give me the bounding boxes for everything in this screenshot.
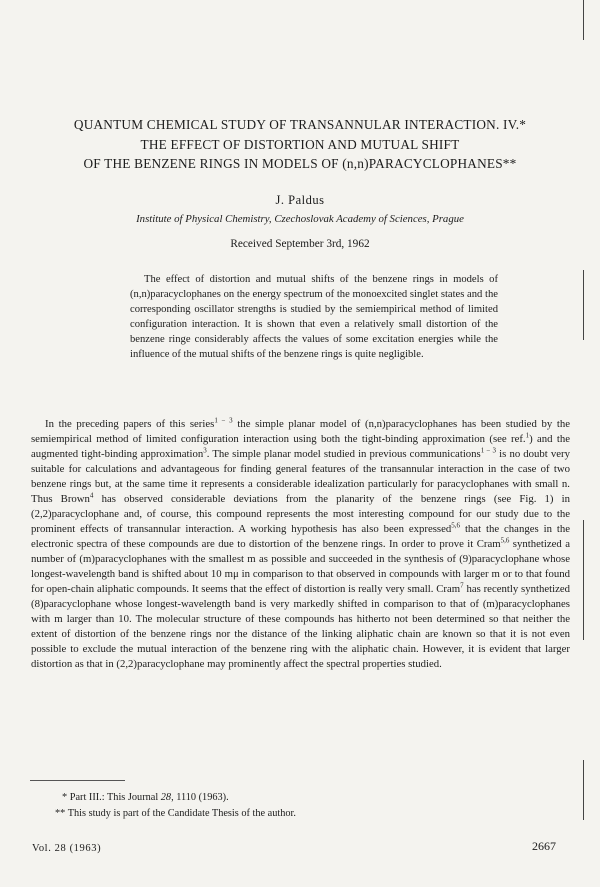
footnote-volume: 28 xyxy=(160,792,172,803)
body-text-segment: . The simple planar model studied in previous communications xyxy=(206,448,481,460)
abstract: The effect of distortion and mutual shifts of the benzene rings in models of (n,n)paracyclophanes on the energy spectrum of the monoexcited singlet states and the corresponding oscillator strengths is studied by the semiempirical method of limited configuration interaction. It is shown that even a relatively small distortion of the benzene ringe considerably affects the values of some excitation energies while the influence of the mutual shifts of the benzene rings is quite negligible. xyxy=(130,274,498,360)
footnote-text: , 1110 (1963). xyxy=(171,792,229,803)
body-text-segment: has recently synthetized (8)paracyclophane whose longest-wavelength band is very markedly shifted in comparison to that of (m)paracyclophanes with m larger than 10. The molecular structure of these compounds has hitherto not been determined so that neither the extent of distortion of the benzene rings nor the distance of the linking aliphatic chain are known so that it is not even possible to exclude the mutual interaction of the benzene ring with the aliphatic chain. However, it is evident that larger distortion as that in (2,2)paracyclophane may prominently affect the spectral properties studied. xyxy=(31,583,570,670)
citation-superscript: 7 xyxy=(460,581,464,590)
citation-superscript: 3 xyxy=(203,446,207,455)
title-line-1: QUANTUM CHEMICAL STUDY OF TRANSANNULAR INTERACTION. IV.* xyxy=(73,117,527,132)
affiliation: Institute of Physical Chemistry, Czechoslovak Academy of Sciences, Prague xyxy=(136,213,464,225)
body-text-segment: has observed considerable deviations from the planarity of the benzene rings (see Fig. 1) in (2,2)paracyclophane and, of course, this compound represents the most interesting compound for our study due to the prominent effects of transannular interaction. A working hypothesis has also been expressed xyxy=(31,493,570,535)
footnote-marker: * xyxy=(62,792,68,803)
body-text-segment: ) and the augmented tight-binding approximation xyxy=(31,433,570,460)
scan-edge-line xyxy=(583,760,584,820)
footnote-1 xyxy=(62,792,229,803)
citation-superscript: 5,6 xyxy=(500,536,510,545)
body-text-segment: the simple planar model of (n,n)paracyclophanes has been studied by the semiempirical method of limited configuration interaction using both the tight-binding approximation (see ref. xyxy=(31,418,570,445)
volume-info: Vol. 28 (1963) xyxy=(32,843,102,854)
footnote-2 xyxy=(55,808,296,819)
citation-superscript: 1 − 3 xyxy=(214,416,233,425)
footnote-divider xyxy=(30,780,125,781)
footnote-text: This study is part of the Candidate Thesis of the author. xyxy=(67,808,296,819)
footnote-marker: ** xyxy=(55,808,66,819)
footnote-text: Part III.: This Journal xyxy=(69,792,161,803)
scan-edge-line xyxy=(583,270,584,340)
body-text-segment: that the changes in the electronic spectra of these compounds are due to distortion of the benzene rings. In order to prove it Cram xyxy=(31,523,571,550)
page-number: 2667 xyxy=(532,839,556,853)
citation-superscript: 5,6 xyxy=(451,521,461,530)
received-date: Received September 3rd, 1962 xyxy=(230,238,370,250)
title-line-2: THE EFFECT OF DISTORTION AND MUTUAL SHIFT xyxy=(140,137,460,152)
author-name: J. Paldus xyxy=(275,193,325,207)
body-text-segment: synthetized a number of (m)paracyclophanes with the smallest m as possible and succeeded in the synthesis of (9)paracyclophane whose longest-wavelength band is shifted about 10 mμ in comparison to that observed in compounds with larger m or to that found for open-chain aliphatic compounds. It seems that the effect of distortion is really very small. Cram xyxy=(31,538,570,595)
scan-edge-line xyxy=(583,520,584,640)
title-line-3: OF THE BENZENE RINGS IN MODELS OF (n,n)PARACYCLOPHANES** xyxy=(83,156,517,171)
body-text-segment: is no doubt very suitable for calculations and advantageous for finding general features of the transannular interaction in the case of two benzene rings but, at the same time it represents a considerable idealization particularly for paracyclophanes with small n. Thus Brown xyxy=(31,448,571,505)
body-text-segment: In the preceding papers of this series xyxy=(45,418,215,430)
scan-edge-line xyxy=(583,0,584,40)
citation-superscript: 1 xyxy=(525,431,530,440)
body-paragraph xyxy=(31,417,570,672)
citation-superscript: 4 xyxy=(89,491,94,500)
citation-superscript: 1 − 3 xyxy=(480,446,497,455)
